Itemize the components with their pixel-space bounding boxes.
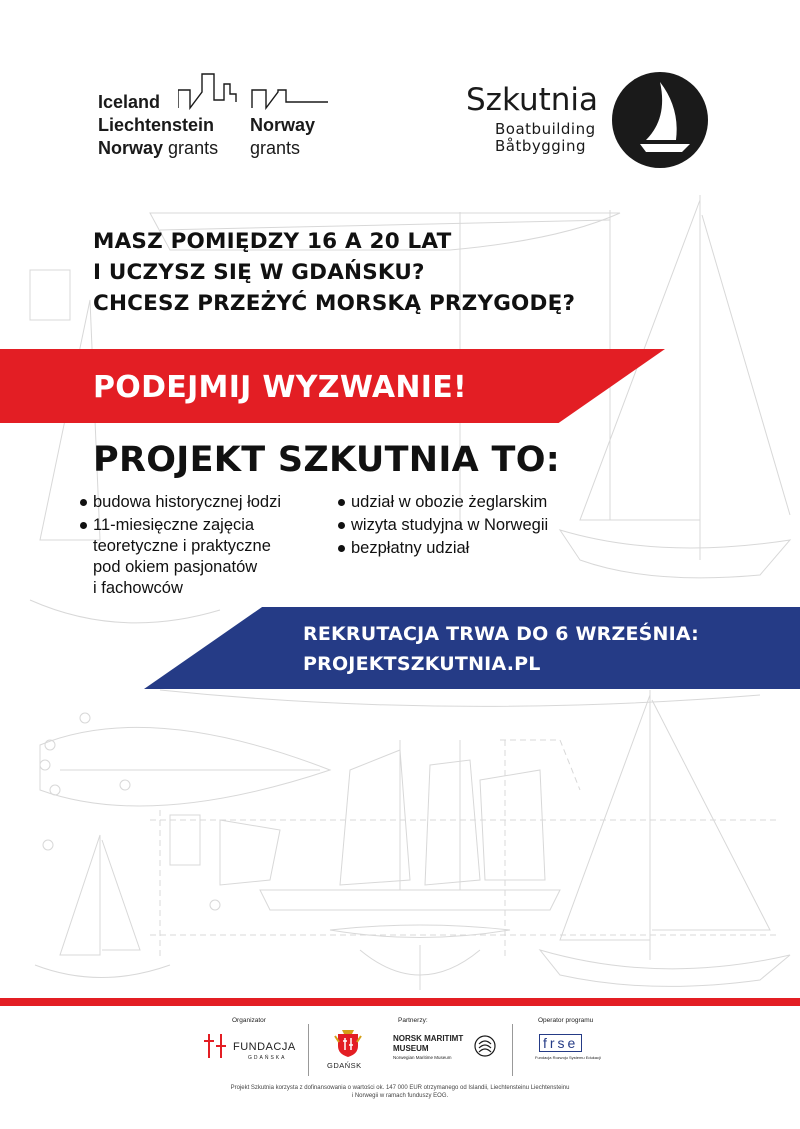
bullet-icon [80,499,87,506]
list-item: udział w obozie żeglarskim [338,492,548,513]
bullets-right [338,492,548,559]
bullets-left [80,492,281,599]
bullet-icon [338,499,345,506]
museum-name-en: Norwegian Maritime Museum [393,1055,452,1060]
szkutnia-sub-pl: Boatbuilding [495,120,596,138]
project-title: PROJEKT SZKUTNIA TO: [93,440,561,480]
list-item: bezpłatny udział [338,538,548,559]
funding-note [0,1084,800,1100]
szkutnia-sub-no: Båtbygging [495,137,587,155]
funding-note-line-1: Projekt Szkutnia korzysta z dofinansowania o wartości ok. 147 000 EUR otrzymanego od Islandii, Liechtensteinu Liechtensteinu [230,1085,570,1091]
fundacja-gdanska-logo [203,1028,303,1068]
fundacja-cross-icon [203,1032,229,1060]
eea-line-norway: Norway [98,138,164,158]
list-item-cont: pod okiem pasjonatów [93,558,258,576]
footer-separator [308,1024,309,1076]
operator-label: Operator programu [538,1017,594,1024]
headline-line-2: I UCZYSZ SIĘ W GDAŃSKU? [93,260,425,285]
frse-logo [533,1034,603,1066]
norway-grants-sub: grants [250,138,301,158]
list-item: 11-miesięczne zajęcia [80,515,281,536]
eea-line-liechtenstein: Liechtenstein [98,115,215,135]
list-item-cont: i fachowców [93,579,183,597]
project-website-link[interactable]: PROJEKTSZKUTNIA.PL [303,653,541,675]
gdansk-name: GDAŃSK [327,1061,362,1070]
szkutnia-logo [462,70,712,170]
frse-name: frse [539,1034,582,1052]
gdansk-crest-icon [333,1028,363,1058]
list-item: budowa historycznej łodzi [80,492,281,513]
norway-grants-title: Norway [250,115,316,135]
list-item-cont: teoretyczne i praktyczne [93,537,271,555]
challenge-banner-text: PODEJMIJ WYZWANIE! [93,370,468,405]
bullet-icon [338,522,345,529]
eea-line-iceland: Iceland [98,92,161,112]
headline-line-1: MASZ POMIĘDZY 16 A 20 LAT [93,229,452,254]
funding-note-line-2: i Norwegii w ramach funduszy EOG. [351,1093,449,1099]
bullet-icon [338,545,345,552]
frse-sub: Fundacja Rozwoju Systemu Edukacji [535,1055,601,1060]
organizer-label: Organizator [232,1017,266,1024]
fundacja-name: FUNDACJA [233,1041,296,1053]
sail-circle-icon [610,70,710,170]
partners-label: Partnerzy: [398,1017,428,1024]
footer-separator [512,1024,513,1076]
bullet-icon [80,522,87,529]
museum-name-1: NORSK MARITIMT [393,1034,464,1043]
eea-line-grants: grants [168,138,219,158]
footer-divider [0,998,800,1006]
szkutnia-title: Szkutnia [466,82,599,118]
list-item: wizyta studyjna w Norwegii [338,515,548,536]
eea-grants-logo [98,72,338,167]
fundacja-sub: GDAŃSKA [248,1055,287,1061]
recruitment-deadline: REKRUTACJA TRWA DO 6 WRZEŚNIA: [303,623,699,645]
gdansk-logo [325,1028,370,1073]
norsk-maritimt-museum-logo [393,1034,503,1066]
headline-line-3: CHCESZ PRZEŻYĆ MORSKĄ PRZYGODĘ? [93,291,576,316]
museum-wave-icon [473,1034,497,1058]
museum-name-2: MUSEUM [393,1044,429,1053]
